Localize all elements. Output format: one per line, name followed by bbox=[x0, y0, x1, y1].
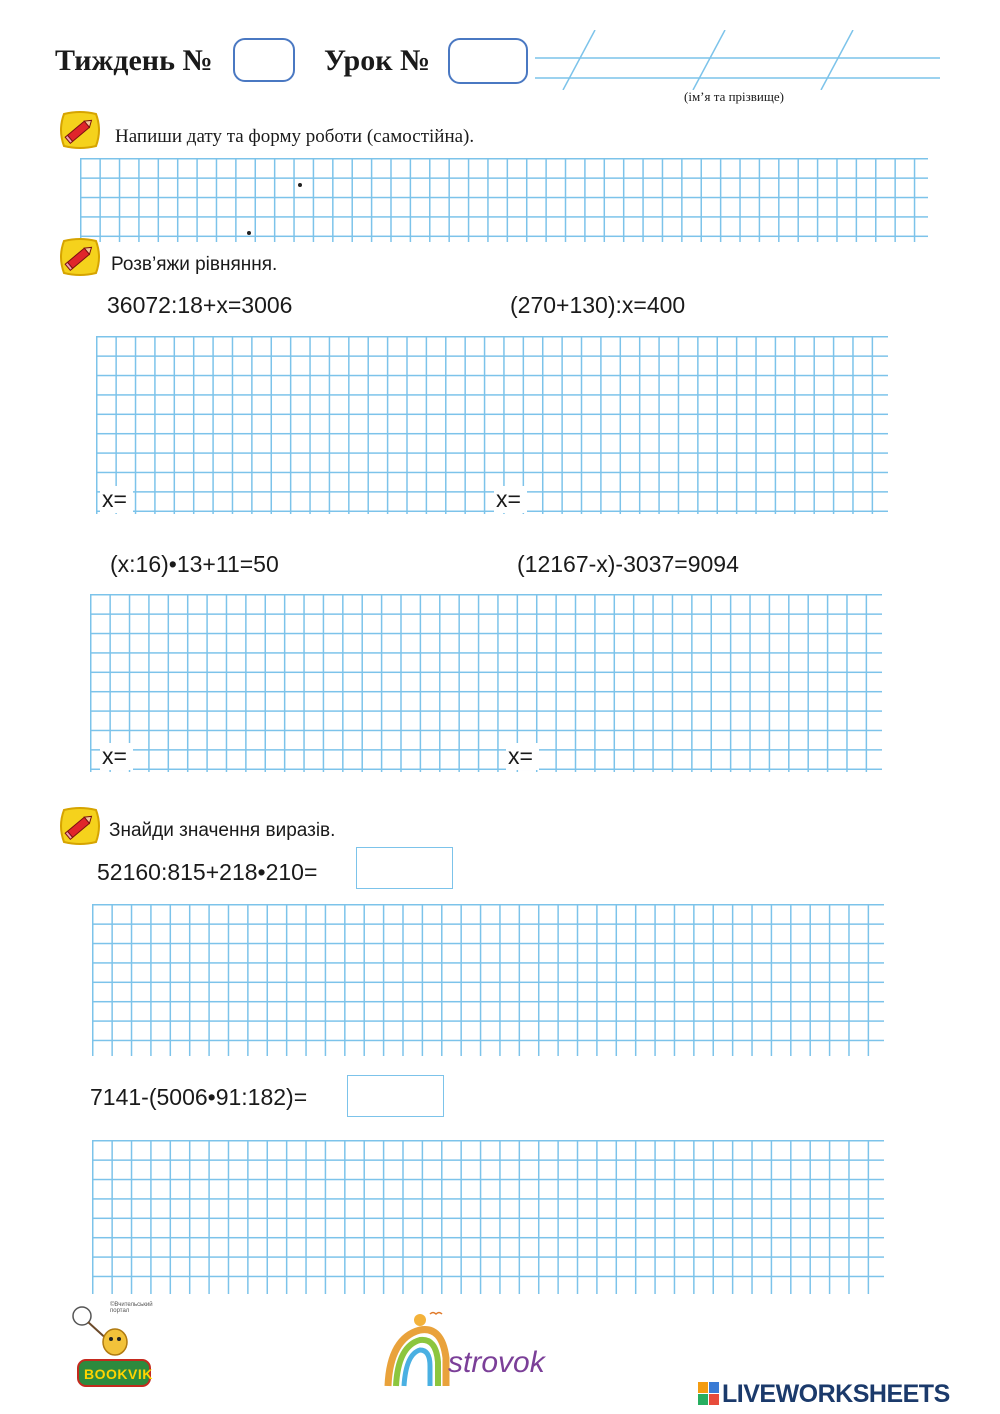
equation-4: (12167-x)-3037=9094 bbox=[517, 551, 743, 578]
week-number-input[interactable] bbox=[233, 38, 295, 82]
answer-label-2: x= bbox=[494, 486, 527, 513]
name-field[interactable] bbox=[535, 30, 940, 90]
pencil-icon bbox=[58, 806, 102, 846]
answer-label-4: x= bbox=[506, 743, 539, 770]
task3-instruction: Знайди значення виразів. bbox=[109, 820, 336, 841]
lesson-number-input[interactable] bbox=[448, 38, 528, 84]
week-label: Тиждень № bbox=[55, 44, 213, 77]
bookvik-logo-text: BOOKVIK bbox=[84, 1366, 153, 1382]
pencil-icon bbox=[58, 237, 102, 277]
liveworksheets-brand-text: LIVEWORKSHEETS bbox=[722, 1380, 950, 1408]
name-lines-graphic bbox=[535, 30, 940, 90]
expression-2-grid[interactable] bbox=[92, 1140, 884, 1294]
equation-3: (x:16)•13+11=50 bbox=[110, 551, 283, 578]
answer-label-3: x= bbox=[100, 743, 133, 770]
equations-grid-1[interactable] bbox=[96, 336, 888, 514]
expression-1-grid[interactable] bbox=[92, 904, 884, 1056]
task1-instruction: Напиши дату та форму роботи (самостійна). bbox=[115, 126, 475, 147]
pencil-icon bbox=[58, 110, 102, 150]
expression-2: 7141-(5006•91:182)= bbox=[90, 1084, 311, 1111]
grid-dot bbox=[298, 183, 302, 187]
task2-instruction: Розв’яжи рівняння. bbox=[111, 254, 278, 275]
ostrovok-logo bbox=[380, 1308, 605, 1390]
expression-1: 52160:815+218•210= bbox=[97, 859, 321, 886]
grid-dot bbox=[247, 231, 251, 235]
answer-label-1: x= bbox=[100, 486, 133, 513]
expression-2-answer-input[interactable] bbox=[347, 1075, 444, 1117]
bookvik-logo bbox=[70, 1302, 170, 1392]
lesson-label: Урок № bbox=[324, 44, 431, 77]
task1-writing-grid[interactable] bbox=[80, 158, 928, 242]
equations-grid-2[interactable] bbox=[90, 594, 882, 772]
equation-1: 36072:18+x=3006 bbox=[107, 292, 296, 319]
equation-2: (270+130):x=400 bbox=[510, 292, 689, 319]
expression-1-answer-input[interactable] bbox=[356, 847, 453, 889]
liveworksheets-blocks-icon bbox=[698, 1382, 720, 1406]
publisher-caption: ©Вчительський портал bbox=[110, 1302, 153, 1314]
ostrovok-logo-text: strovok bbox=[448, 1346, 545, 1379]
name-caption: (ім’я та прізвище) bbox=[684, 89, 784, 104]
